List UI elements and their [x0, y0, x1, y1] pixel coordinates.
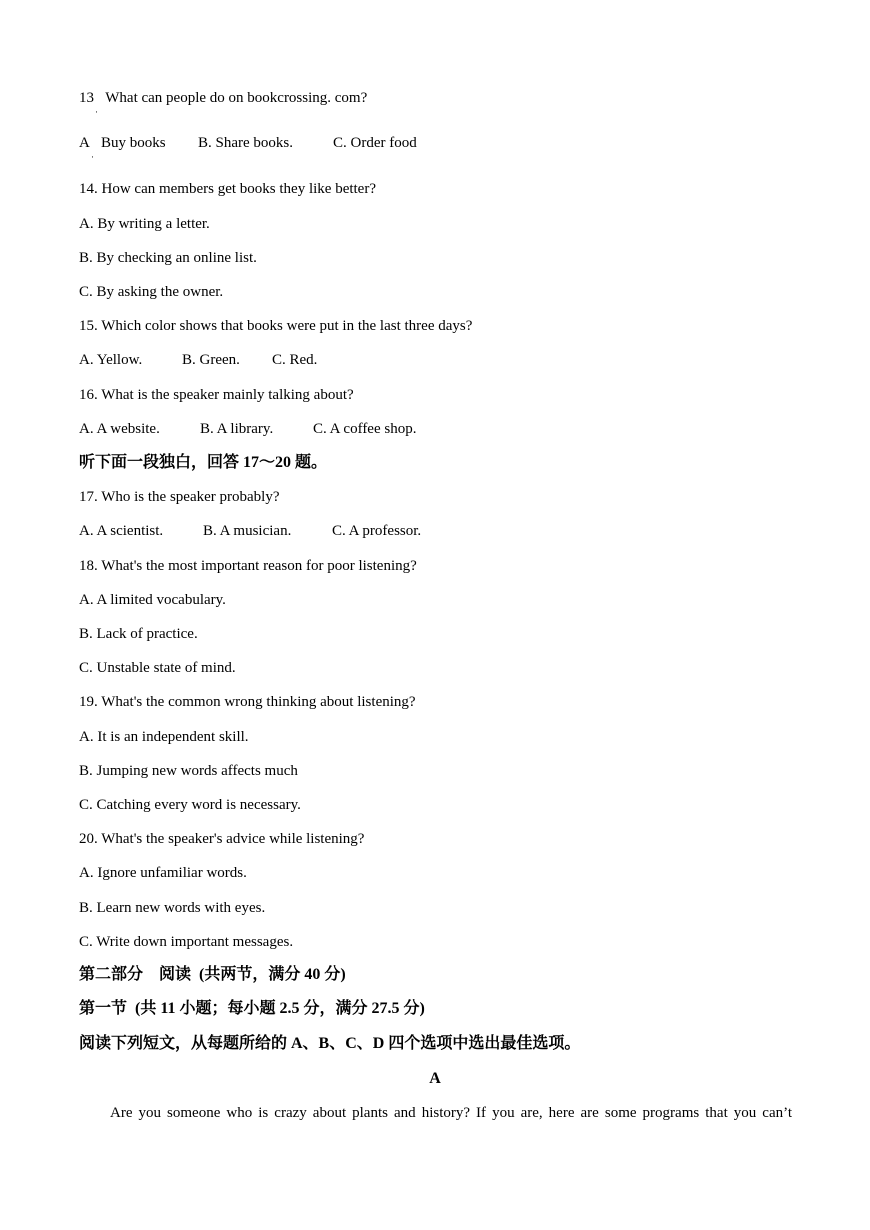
option-c: C. A professor. — [332, 523, 422, 539]
question-20: 20. What's the speaker's advice while listening? — [79, 831, 365, 847]
option-a: Buy books — [101, 135, 166, 151]
question-19: 19. What's the common wrong thinking about listening? — [79, 694, 416, 710]
option-a: A. A website. — [79, 421, 160, 437]
option-a: A. It is an independent skill. — [79, 729, 249, 745]
question-14: 14. How can members get books they like better? — [79, 181, 376, 197]
part-heading: 第二部分 阅读 (共两节，满分 40 分) — [79, 966, 346, 983]
question-18: 18. What's the most important reason for poor listening? — [79, 558, 417, 574]
option-b: B. Lack of practice. — [79, 626, 198, 642]
option-c: C. A coffee shop. — [313, 421, 417, 437]
option-b: B. Learn new words with eyes. — [79, 900, 266, 916]
option-c: C. Catching every word is necessary. — [79, 797, 301, 813]
question-15: 15. Which color shows that books were put in the last three days? — [79, 318, 473, 334]
option-c: C. Unstable state of mind. — [79, 660, 236, 676]
option-a: A. Yellow. — [79, 352, 143, 368]
option-a: A. A limited vocabulary. — [79, 592, 226, 608]
question-16: 16. What is the speaker mainly talking about? — [79, 387, 354, 403]
question-number: 13 — [79, 90, 94, 106]
option-b: B. Green. — [182, 352, 240, 368]
option-c: C. By asking the owner. — [79, 284, 224, 300]
option-c: C. Write down important messages. — [79, 934, 294, 950]
question-13 — [79, 89, 367, 107]
passage-first-line: Are you someone who is crazy about plants and history? If you are, here are some programs that you can’t — [110, 1105, 792, 1121]
question-17: 17. Who is the speaker probably? — [79, 489, 280, 505]
option-a-letter: A — [79, 135, 90, 151]
option-a: A. By writing a letter. — [79, 216, 210, 232]
section-heading: 第一节 (共 11 小题；每小题 2.5 分，满分 27.5 分) — [79, 1000, 425, 1017]
option-c: C. Order food — [333, 135, 417, 151]
option-b: B. A library. — [200, 421, 274, 437]
option-b: B. A musician. — [203, 523, 292, 539]
option-c: C. Red. — [272, 352, 318, 368]
bullet-dot: · — [91, 152, 94, 162]
option-a: A. A scientist. — [79, 523, 164, 539]
option-a: A. Ignore unfamiliar words. — [79, 865, 247, 881]
option-b: B. Jumping new words affects much — [79, 763, 298, 779]
passage-title: A — [429, 1070, 441, 1087]
option-b: B. By checking an online list. — [79, 250, 257, 266]
reading-instruction: 阅读下列短文，从每题所给的 A、B、C、D 四个选项中选出最佳选项。 — [79, 1035, 581, 1052]
option-b: B. Share books. — [198, 135, 293, 151]
section-instruction: 听下面一段独白，回答 17～20 题。 — [79, 454, 328, 471]
question-text: What can people do on bookcrossing. com? — [105, 90, 368, 106]
bullet-dot: · — [95, 107, 98, 117]
